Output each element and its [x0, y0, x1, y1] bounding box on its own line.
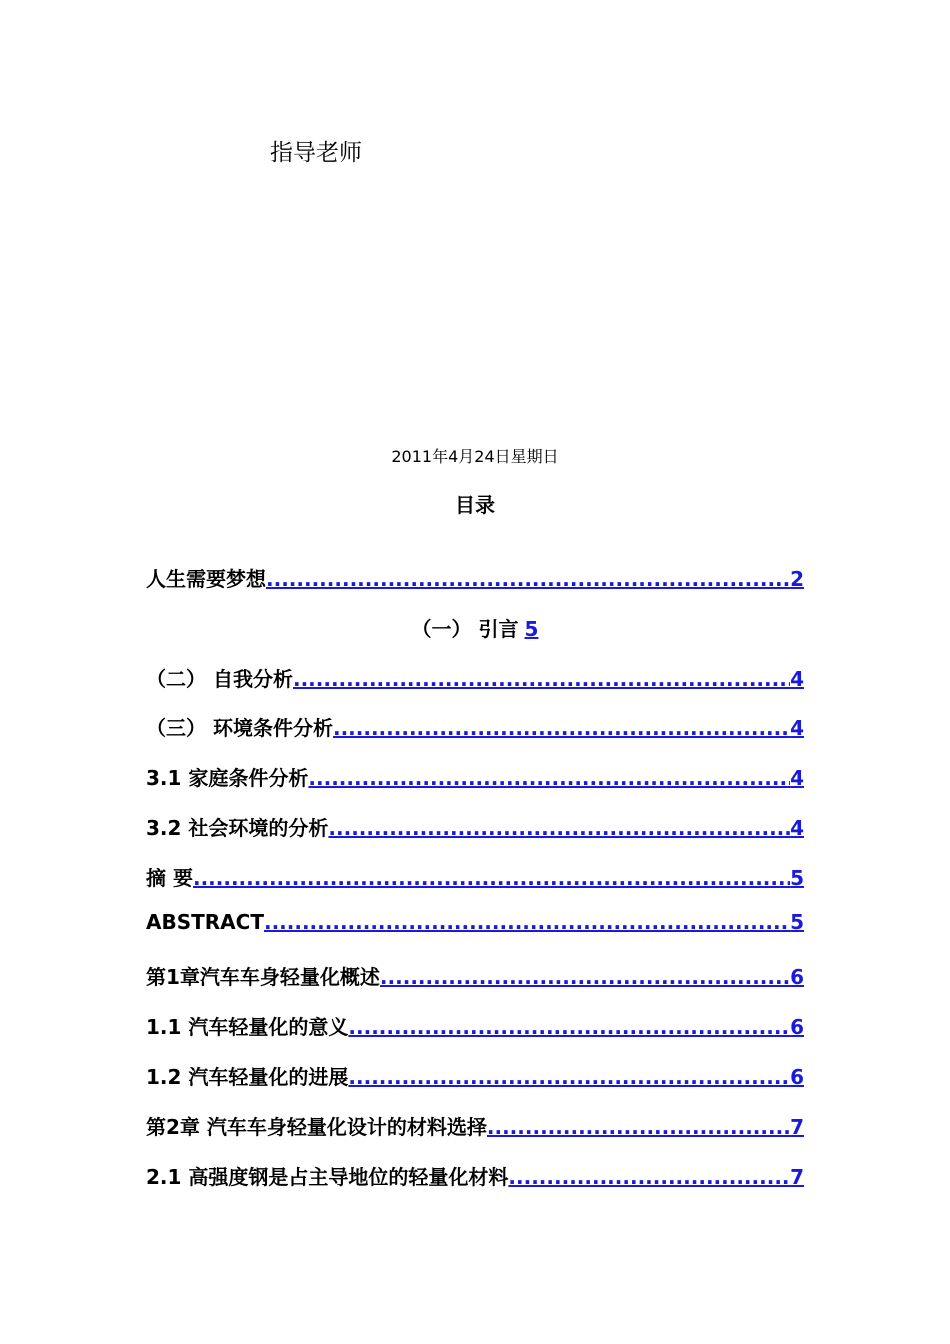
- toc-entry[interactable]: [146, 1161, 804, 1191]
- toc-entry-label: 2.1 高强度钢是占主导地位的轻量化材料: [146, 1165, 509, 1189]
- toc-page-link[interactable]: 7: [790, 1165, 804, 1189]
- toc-leader-dots[interactable]: [487, 1115, 790, 1139]
- toc-entry[interactable]: [146, 812, 804, 842]
- toc-entry[interactable]: [146, 762, 804, 792]
- toc-entry-label: （三） 环境条件分析: [146, 716, 333, 740]
- toc-leader-dots[interactable]: [308, 766, 790, 790]
- toc-entry[interactable]: [146, 961, 804, 991]
- toc-page-link[interactable]: 2: [790, 567, 804, 591]
- advisor-label: 指导老师: [270, 140, 362, 166]
- toc-entry[interactable]: [146, 910, 804, 940]
- toc-entry-label: ABSTRACT: [146, 910, 264, 934]
- toc-entry-label: （一） 引言: [411, 617, 519, 641]
- toc-leader-dots[interactable]: [348, 1065, 790, 1089]
- toc-entry[interactable]: [146, 663, 804, 693]
- toc-entry[interactable]: [146, 862, 804, 892]
- toc-entry-label: 人生需要梦想: [146, 567, 266, 591]
- toc-leader-dots[interactable]: [264, 910, 790, 934]
- toc-leader-dots[interactable]: [380, 965, 790, 989]
- toc-leader-dots[interactable]: [266, 567, 790, 591]
- toc-page-link[interactable]: 5: [790, 910, 804, 934]
- toc-page-link[interactable]: 5: [524, 617, 539, 641]
- toc-entry-label: 3.1 家庭条件分析: [146, 766, 309, 790]
- toc-page-link[interactable]: 6: [790, 1015, 804, 1039]
- toc-entry[interactable]: [146, 1111, 804, 1141]
- toc-leader-dots[interactable]: [508, 1165, 790, 1189]
- toc-page-link[interactable]: 5: [790, 866, 804, 890]
- toc-page-link[interactable]: 4: [790, 716, 804, 740]
- toc-page-link[interactable]: 6: [790, 965, 804, 989]
- toc-entry-label: 3.2 社会环境的分析: [146, 816, 329, 840]
- toc-leader-dots[interactable]: [348, 1015, 790, 1039]
- toc-entry-label: 1.1 汽车轻量化的意义: [146, 1015, 349, 1039]
- toc-leader-dots[interactable]: [333, 716, 790, 740]
- toc-entry-label: 第2章 汽车车身轻量化设计的材料选择: [146, 1115, 487, 1139]
- toc-entry[interactable]: [146, 1061, 804, 1091]
- toc-entry[interactable]: [146, 712, 804, 742]
- toc-page-link[interactable]: 6: [790, 1065, 804, 1089]
- toc-page-link[interactable]: 4: [790, 816, 804, 840]
- toc-entry-label: 第1章汽车车身轻量化概述: [146, 965, 380, 989]
- toc-page-link[interactable]: 4: [790, 667, 804, 691]
- toc-leader-dots[interactable]: [328, 816, 790, 840]
- toc-leader-dots[interactable]: [293, 667, 790, 691]
- toc-entry-label: 1.2 汽车轻量化的进展: [146, 1065, 349, 1089]
- toc-entry-label: 摘 要: [146, 866, 193, 890]
- toc-title: 目录: [455, 493, 495, 517]
- toc-entry-label: （二） 自我分析: [146, 667, 293, 691]
- toc-entry[interactable]: [146, 613, 804, 643]
- toc-page-link[interactable]: 7: [790, 1115, 804, 1139]
- toc-entry[interactable]: [146, 1011, 804, 1041]
- document-date: 2011年4月24日星期日: [391, 447, 559, 466]
- toc-page-link[interactable]: 4: [790, 766, 804, 790]
- toc-entry[interactable]: [146, 563, 804, 593]
- toc-leader-dots[interactable]: [193, 866, 790, 890]
